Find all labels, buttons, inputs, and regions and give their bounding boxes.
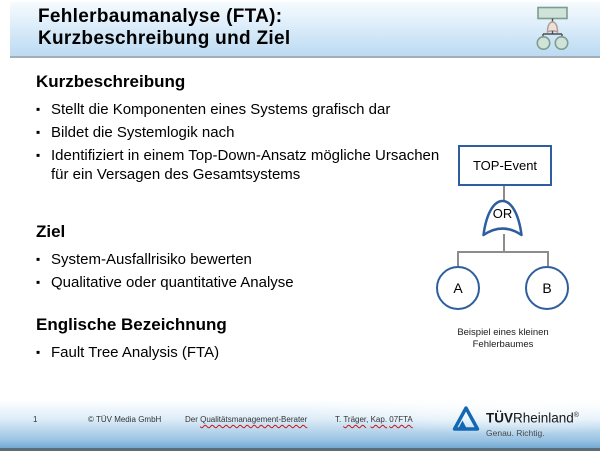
- diagram-event-a-circle: A: [436, 266, 480, 310]
- diagram-connector: [457, 251, 549, 253]
- tuv-triangle-icon: [452, 405, 480, 432]
- fault-tree-mini-icon: [536, 6, 570, 50]
- logo-wordmark: [486, 409, 579, 426]
- diagram-caption: [423, 327, 583, 350]
- bullet-list: [36, 343, 448, 366]
- registered-mark: ®: [573, 412, 579, 419]
- diagram-event-b-circle: B: [525, 266, 569, 310]
- diagram-top-event-box: TOP-Event: [458, 145, 552, 186]
- slide-title-line2: Kurzbeschreibung und Ziel: [38, 28, 291, 49]
- logo-tuv: TÜV: [486, 410, 513, 426]
- section-heading: Englische Bezeichnung: [36, 315, 227, 334]
- slide-title-line1: Fehlerbaumanalyse (FTA):: [38, 6, 283, 27]
- slide-footer: [0, 400, 600, 448]
- bullet-list: [36, 250, 448, 296]
- diagram-caption-line2: Fehlerbaumes: [472, 338, 534, 350]
- bullet-item: ▪ Qualitative oder quantitative Analyse: [36, 273, 448, 296]
- section-kurzbeschreibung: [36, 72, 448, 188]
- logo-text: [486, 405, 579, 438]
- publication-title: [185, 415, 307, 424]
- author-reference: [335, 415, 413, 424]
- slide-title: [38, 6, 290, 50]
- ref-chapter: Kap.: [370, 415, 388, 424]
- diagram-caption-line1: Beispiel eines kleinen: [457, 327, 549, 338]
- page-number: 1: [33, 415, 38, 424]
- logo-rheinland: Rheinland: [513, 410, 574, 426]
- tuv-rheinland-logo: [452, 405, 579, 438]
- or-gate-label: OR: [492, 206, 513, 221]
- bullet-item: ▪ Bildet die Systemlogik nach: [36, 123, 448, 146]
- bullet-list: [36, 100, 448, 188]
- bullet-item: ▪ Fault Tree Analysis (FTA): [36, 343, 448, 366]
- bullet-item: ▪ Identifiziert in einem Top-Down-Ansatz mögliche Ursachen für ein Versagen des Gesamtsystems: [36, 146, 448, 188]
- diagram-connector: [503, 234, 505, 252]
- section-heading: Ziel: [36, 222, 66, 241]
- section-ziel: [36, 222, 448, 296]
- diagram-connector: [457, 251, 459, 266]
- section-englische-bezeichnung: [36, 315, 448, 366]
- ref-code: 07FTA: [389, 415, 413, 424]
- publication-name: Qualitätsmanagement-Berater: [200, 415, 308, 424]
- section-heading: Kurzbeschreibung: [36, 72, 186, 91]
- ref-separator: ,: [366, 415, 371, 424]
- logo-tagline: Genau. Richtig.: [486, 427, 545, 438]
- diagram-connector: [547, 251, 549, 266]
- copyright-text: © TÜV Media GmbH: [88, 415, 162, 424]
- bullet-item: ▪ System-Ausfallrisiko bewerten: [36, 250, 448, 273]
- slide-header: [10, 2, 600, 58]
- ref-initial: T.: [335, 415, 344, 424]
- bullet-item: ▪ Stellt die Komponenten eines Systems grafisch dar: [36, 100, 448, 123]
- ref-author: Träger: [343, 415, 367, 424]
- publication-prefix: Der: [185, 415, 201, 424]
